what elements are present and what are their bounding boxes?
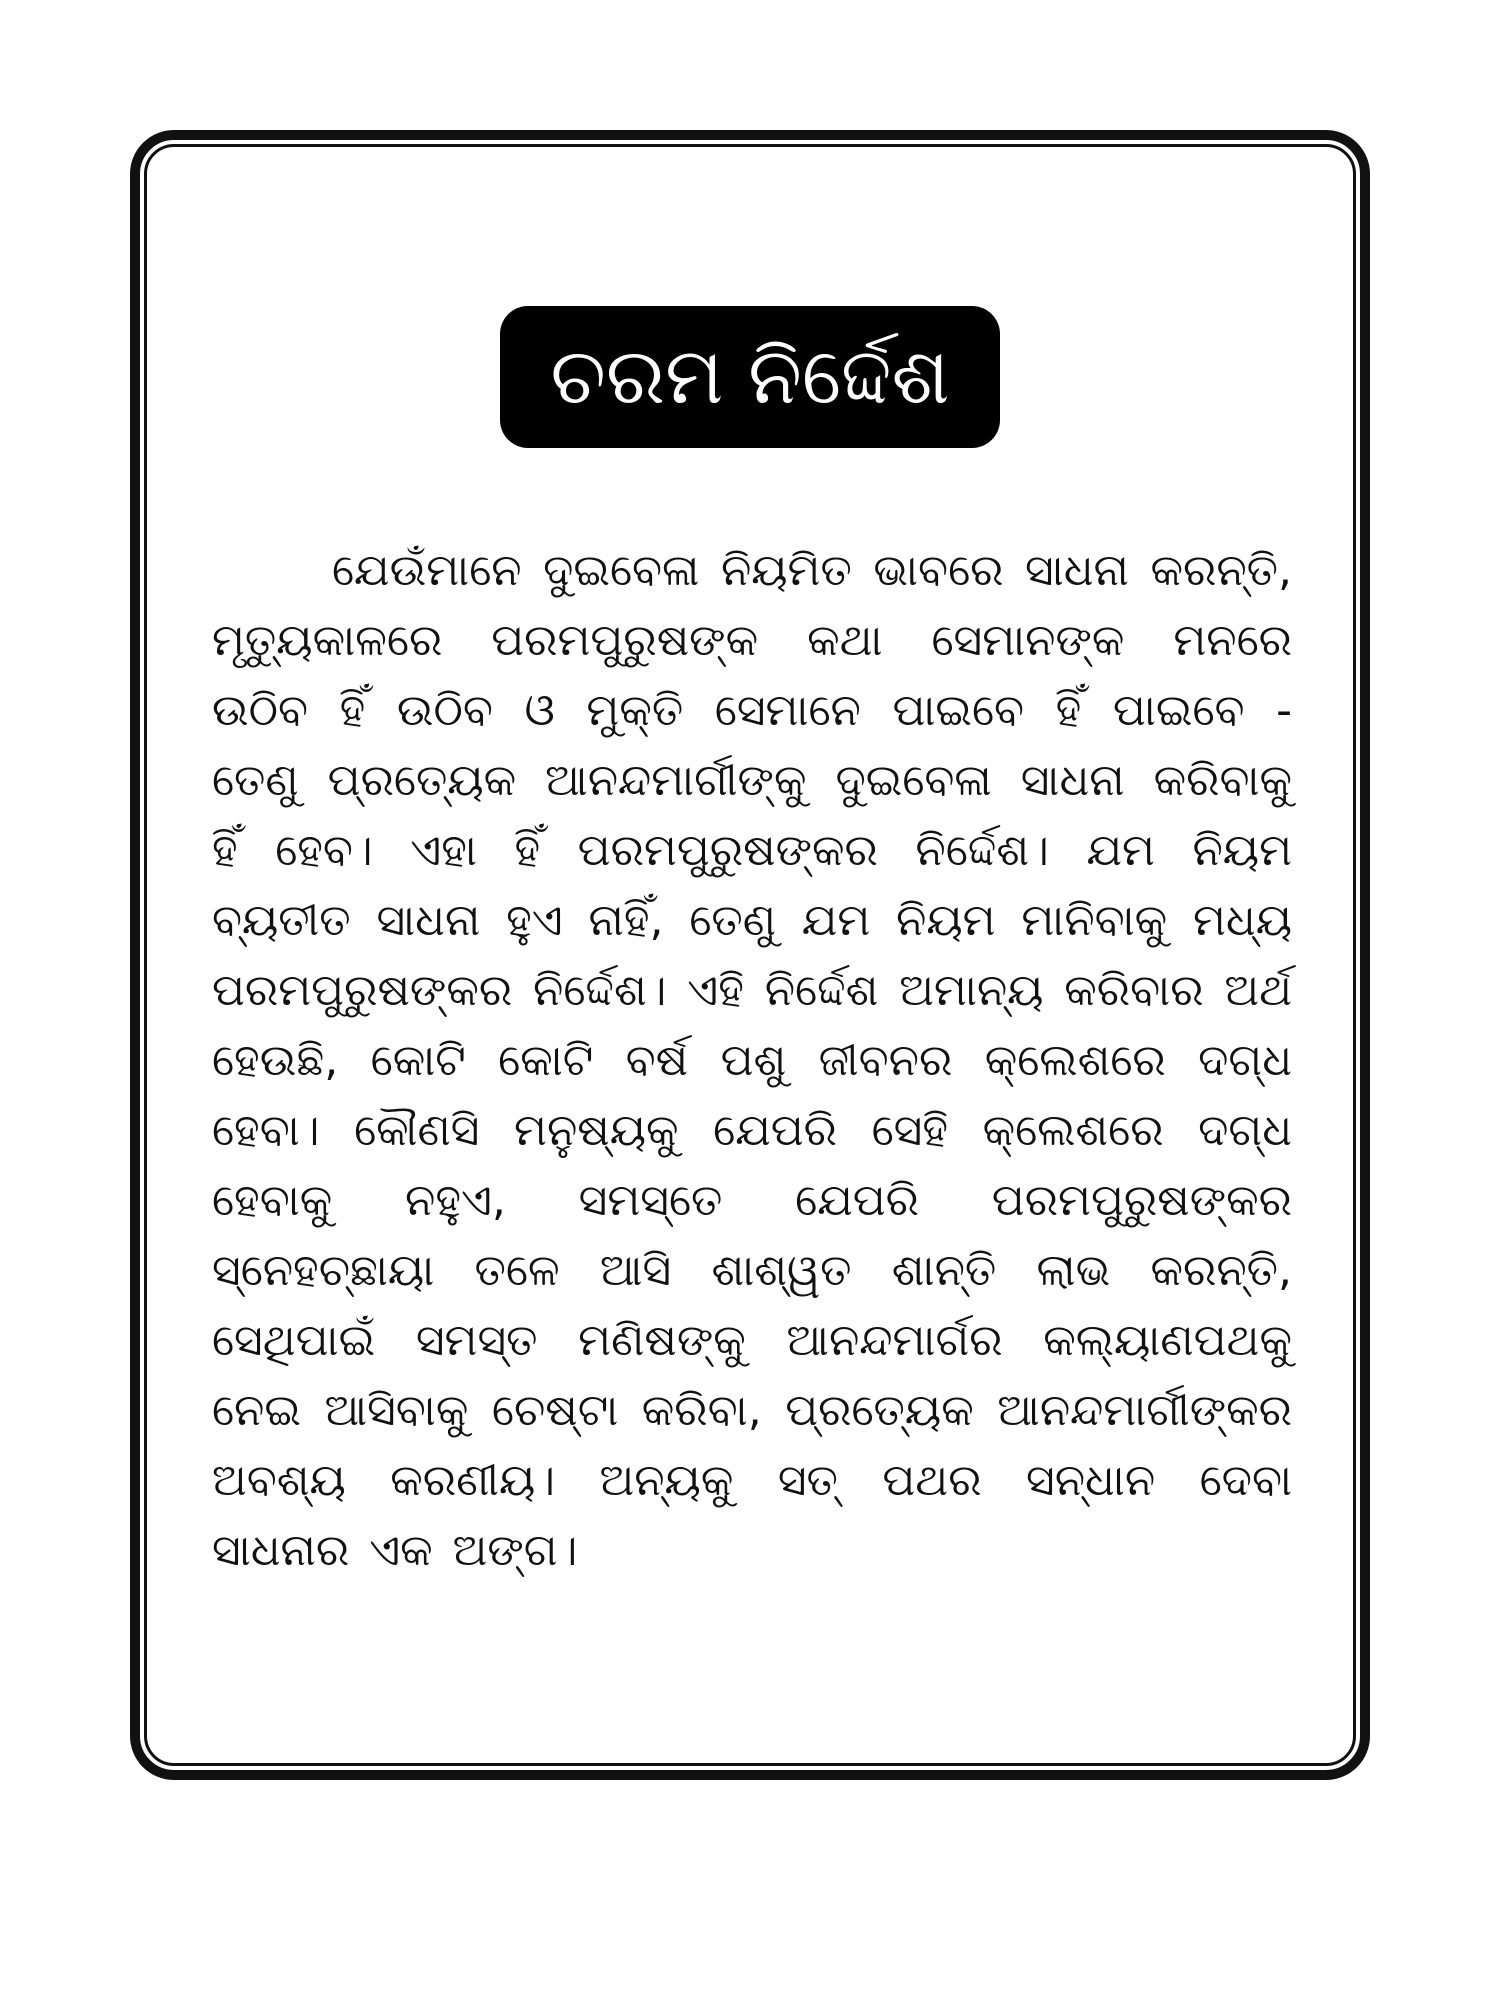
page-title: ଚରମ ନିର୍ଦ୍ଦେଶ [550,332,950,422]
body-paragraph: ଯେଉଁମାନେ ଦୁଇବେଳା ନିୟମିତ ଭାବରେ ସାଧନା କରନ୍ତି, ମୃତ୍ୟୁକାଳରେ ପରମପୁରୁଷଙ୍କ କଥା ସେମାନଙ୍କ ମନରେ ଉଠିବ ହିଁ ଉଠିବ ଓ ମୁକ୍ତି ସେମାନେ ପାଇବେ ହିଁ ପାଇବେ - ତେଣୁ ପ୍ରତ୍ୟେକ ଆନନ୍ଦମାର୍ଗୀଙ୍କୁ ଦୁଇବେଳା ସାଧନା କରିବାକୁ ହିଁ ହେବ। ଏହା ହିଁ ପରମପୁରୁଷଙ୍କର ନିର୍ଦ୍ଦେଶ। ଯମ ନିୟମ ବ୍ୟତୀତ ସାଧନା ହୁଏ ନାହିଁ, ତେଣୁ ଯମ ନିୟମ ମାନିବାକୁ ମଧ୍ୟ ପରମପୁରୁଷଙ୍କର ନିର୍ଦ୍ଦେଶ। ଏହି ନିର୍ଦ୍ଦେଶ ଅମାନ୍ୟ କରିବାର ଅର୍ଥ ହେଉଛି, କୋଟି କୋଟି ବର୍ଷ ପଶୁ ଜୀବନର କ୍ଲେଶରେ ଦଗ୍ଧ ହେବା। କୌଣସି ମନୁଷ୍ୟକୁ ଯେପରି ସେହି କ୍ଲେଶରେ ଦଗ୍ଧ ହେବାକୁ ନହୁଏ, ସମସ୍ତେ ଯେପରି ପରମପୁରୁଷଙ୍କର ସ୍ନେହଚ୍ଛାୟା ତଳେ ଆସି ଶାଶ୍ୱତ ଶାନ୍ତି ଲାଭ କରନ୍ତି, ସେଥିପାଇଁ ସମସ୍ତ ମଣିଷଙ୍କୁ ଆନନ୍ଦମାର୍ଗର କଲ୍ୟାଣପଥକୁ ନେଇ ଆସିବାକୁ ଚେଷ୍ଟା କରିବା, ପ୍ରତ୍ୟେକ ଆନନ୍ଦମାର୍ଗୀଙ୍କର ଅବଶ୍ୟ କରଣୀୟ। ଅନ୍ୟକୁ ସତ୍ ପଥର ସନ୍ଧାନ ଦେବା ସାଧନାର ଏକ ଅଙ୍ଗ। [212,545,1292,1576]
title-badge [500,306,1000,448]
